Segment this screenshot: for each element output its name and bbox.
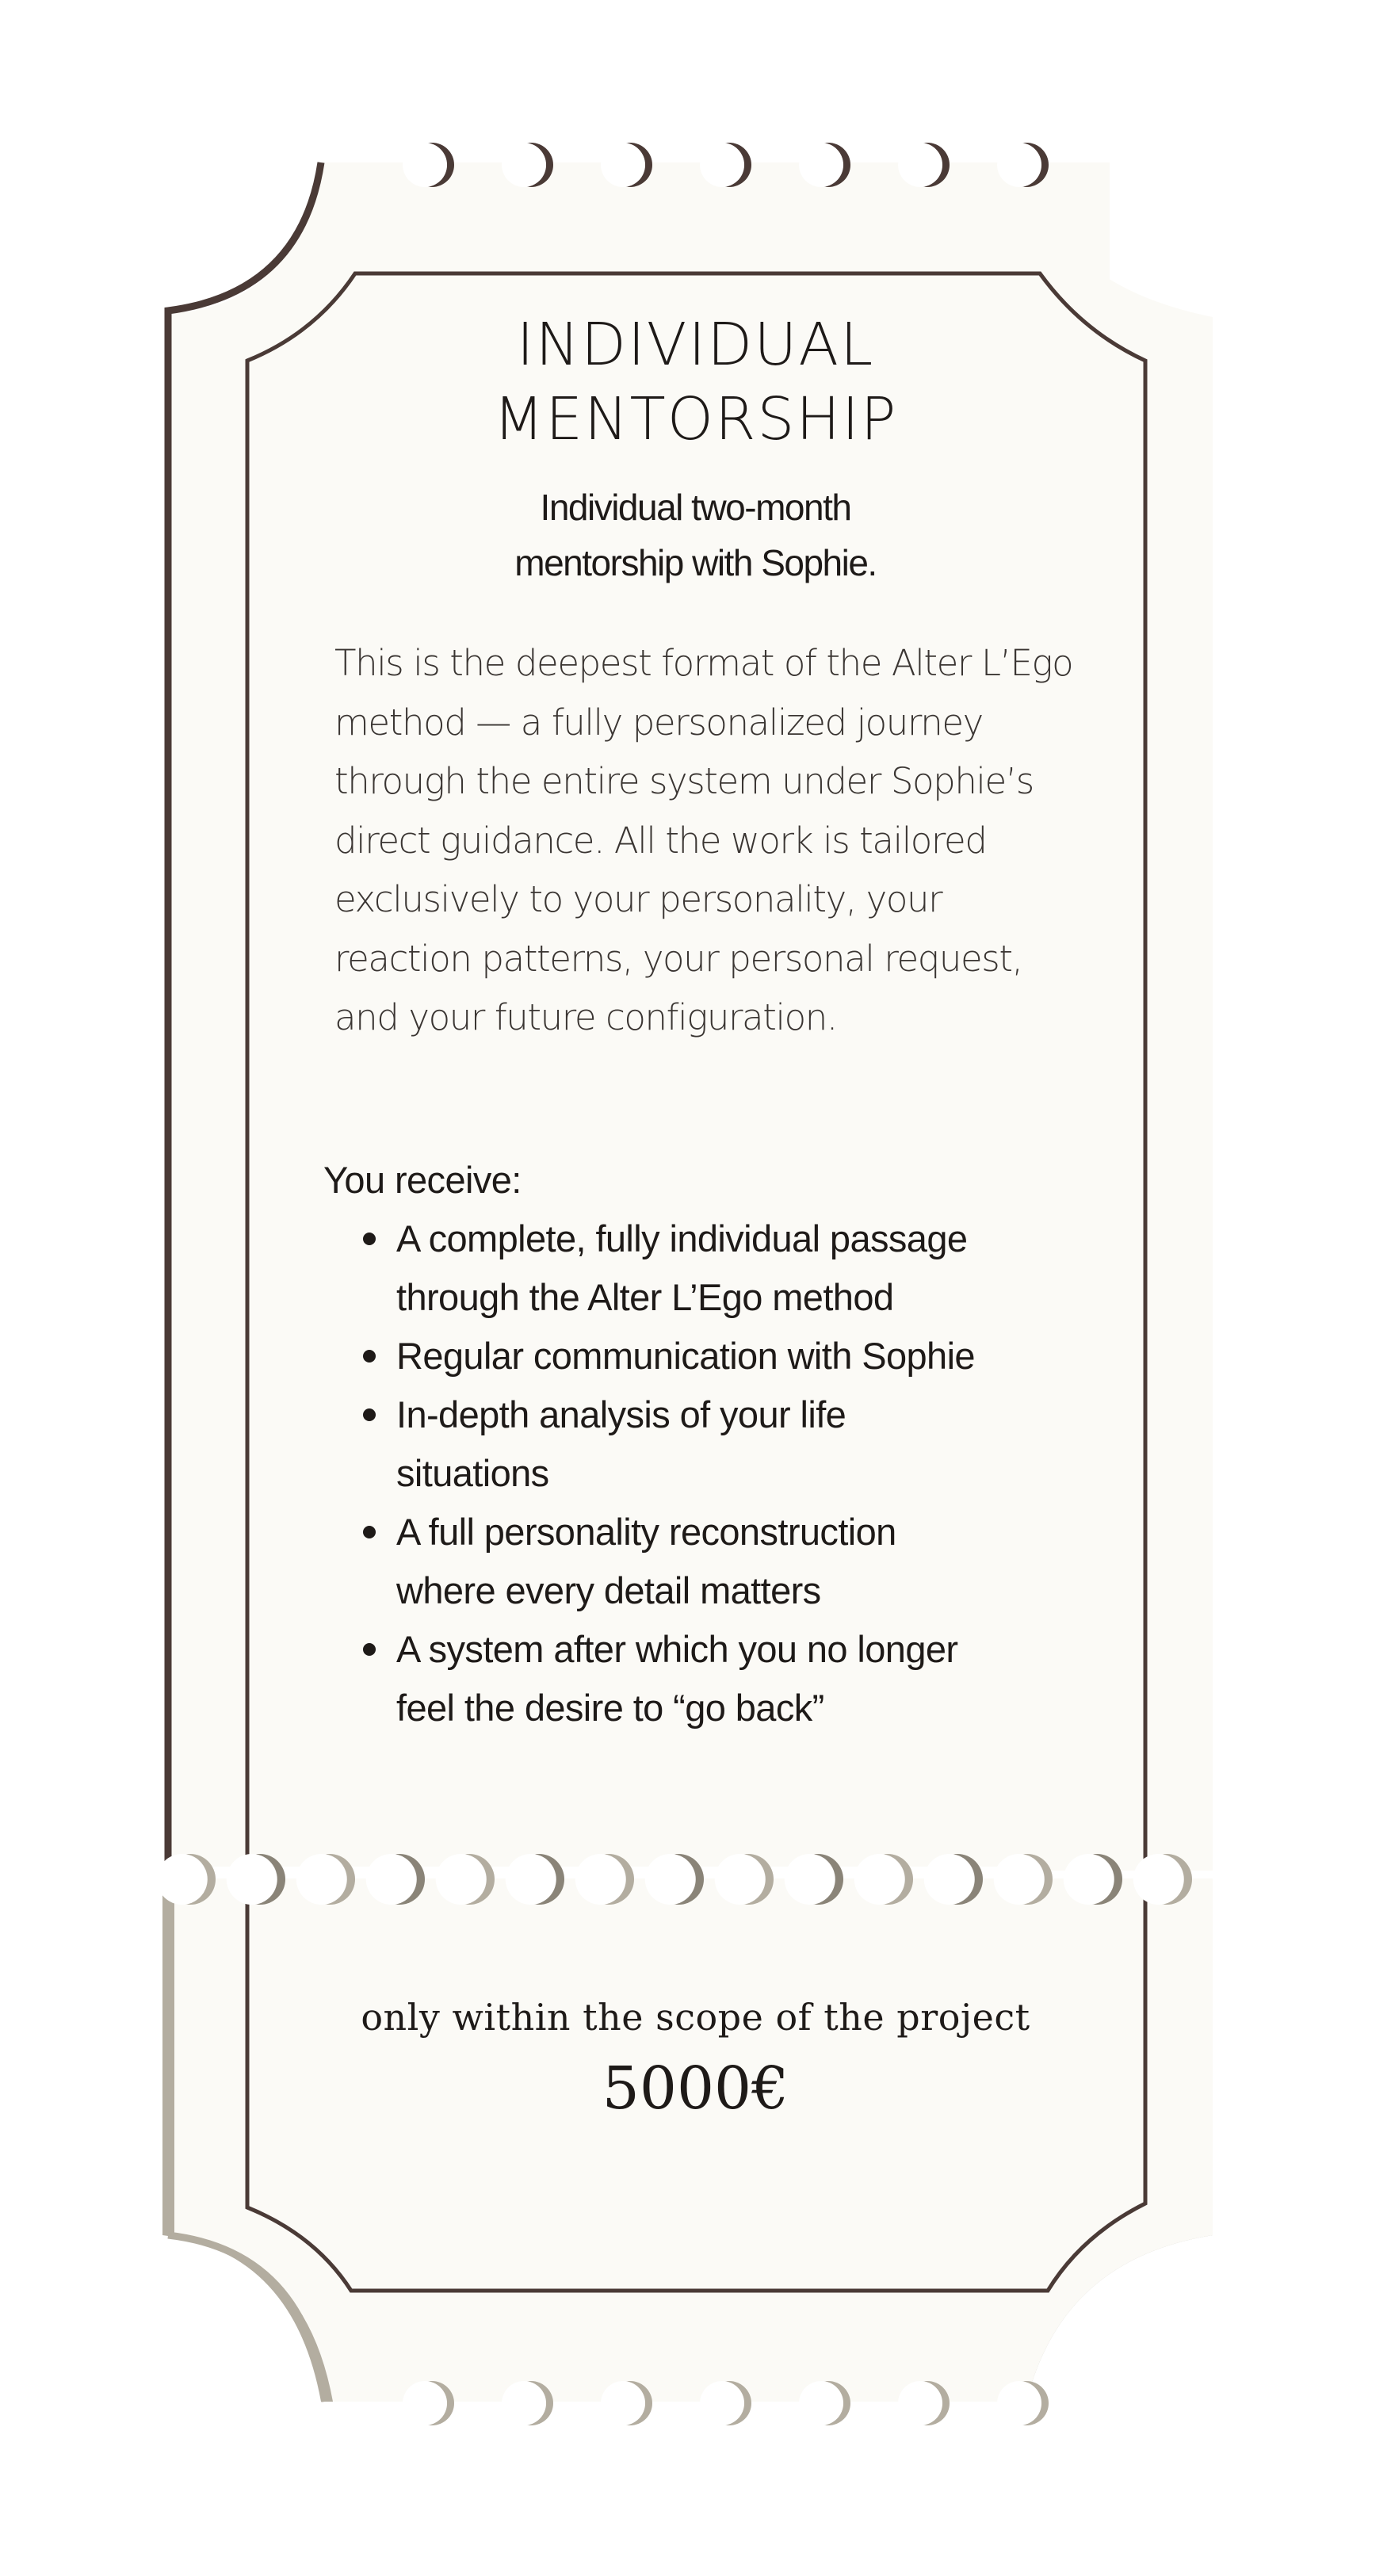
benefit-item bbox=[323, 1327, 975, 1385]
bullet-icon bbox=[363, 1526, 376, 1538]
perforation-notch-cutout bbox=[366, 1854, 417, 1905]
description-line: and your future configuration. bbox=[334, 996, 837, 1038]
price: 5000€ bbox=[602, 2054, 789, 2123]
perforation-notch-cutout bbox=[403, 2381, 447, 2425]
description-line: method — a fully personalized journey bbox=[334, 701, 983, 743]
benefit-item bbox=[323, 1385, 975, 1503]
perforation-notch-cutout bbox=[898, 143, 942, 187]
card-subtitle-line-2: mentorship with Sophie. bbox=[514, 542, 877, 583]
perforation-notch-cutout bbox=[502, 143, 546, 187]
description-line: exclusively to your personality, your bbox=[334, 878, 942, 920]
perforation-notch-cutout bbox=[700, 143, 744, 187]
perforation-notch-cutout bbox=[898, 2381, 942, 2425]
perforation-notch-cutout bbox=[645, 1854, 696, 1905]
card-subtitle-line-1: Individual two-month bbox=[540, 487, 851, 528]
perforation-notch-cutout bbox=[994, 1854, 1045, 1905]
perforation-notch-cutout bbox=[506, 1854, 556, 1905]
perforation-notch-cutout bbox=[997, 143, 1041, 187]
perforation-notch-cutout bbox=[854, 1854, 905, 1905]
description-paragraph bbox=[334, 634, 1095, 1048]
benefit-item bbox=[323, 1210, 975, 1327]
benefit-text: where every detail matters bbox=[396, 1569, 821, 1611]
perforation-notch-cutout bbox=[227, 1854, 277, 1905]
benefit-item bbox=[323, 1620, 975, 1737]
perforation-notch-cutout bbox=[1064, 1854, 1114, 1905]
perforation-notch-cutout bbox=[575, 1854, 626, 1905]
benefits-list bbox=[323, 1210, 975, 1737]
bullet-icon bbox=[363, 1643, 376, 1656]
perforation-notch-cutout bbox=[157, 1854, 208, 1905]
perforation-notch-cutout bbox=[403, 143, 447, 187]
perforation-notch-cutout bbox=[785, 1854, 835, 1905]
benefit-text: A complete, fully individual passage bbox=[396, 1217, 968, 1259]
bullet-icon bbox=[363, 1233, 376, 1245]
receive-label: You receive: bbox=[323, 1159, 522, 1201]
perforation-notch-cutout bbox=[700, 2381, 744, 2425]
perforation-notch-cutout bbox=[296, 1854, 347, 1905]
perforation-notch-cutout bbox=[1133, 1854, 1184, 1905]
benefit-text: Regular communication with Sophie bbox=[396, 1335, 975, 1377]
description-line: reaction patterns, your personal request, bbox=[334, 937, 1022, 980]
ticket-stub bbox=[174, 1878, 1213, 2402]
perforation-notch-cutout bbox=[502, 2381, 546, 2425]
description-line: through the entire system under Sophie’s bbox=[334, 760, 1034, 802]
benefit-text: In-depth analysis of your life bbox=[396, 1393, 846, 1435]
benefit-text: feel the desire to “go back” bbox=[396, 1687, 824, 1729]
perforation-notch-cutout bbox=[715, 1854, 766, 1905]
benefit-text: through the Alter L’Ego method bbox=[396, 1276, 894, 1318]
description-line: direct guidance. All the work is tailored bbox=[334, 819, 987, 862]
perforation-notch-cutout bbox=[436, 1854, 487, 1905]
benefit-text: A system after which you no longer bbox=[396, 1628, 958, 1670]
perforation-notch-cutout bbox=[601, 2381, 645, 2425]
card-title-line-2: MENTORSHIP bbox=[493, 385, 898, 453]
description-line: This is the deepest format of the Alter L’Ego bbox=[334, 642, 1073, 684]
card-title-line-1: INDIVIDUAL bbox=[516, 311, 875, 379]
perforation-notch-cutout bbox=[799, 2381, 843, 2425]
benefit-item bbox=[323, 1503, 975, 1620]
perforation-notch-cutout bbox=[924, 1854, 975, 1905]
scope-note: only within the scope of the project bbox=[361, 1996, 1030, 2039]
benefit-text: situations bbox=[396, 1452, 549, 1494]
middle-perforation bbox=[157, 1854, 1192, 1905]
perforation-notch-cutout bbox=[601, 143, 645, 187]
benefit-text: A full personality reconstruction bbox=[396, 1511, 896, 1553]
perforation-notch-cutout bbox=[997, 2381, 1041, 2425]
bullet-icon bbox=[363, 1408, 376, 1421]
bullet-icon bbox=[363, 1350, 376, 1363]
perforation-notch-cutout bbox=[799, 143, 843, 187]
